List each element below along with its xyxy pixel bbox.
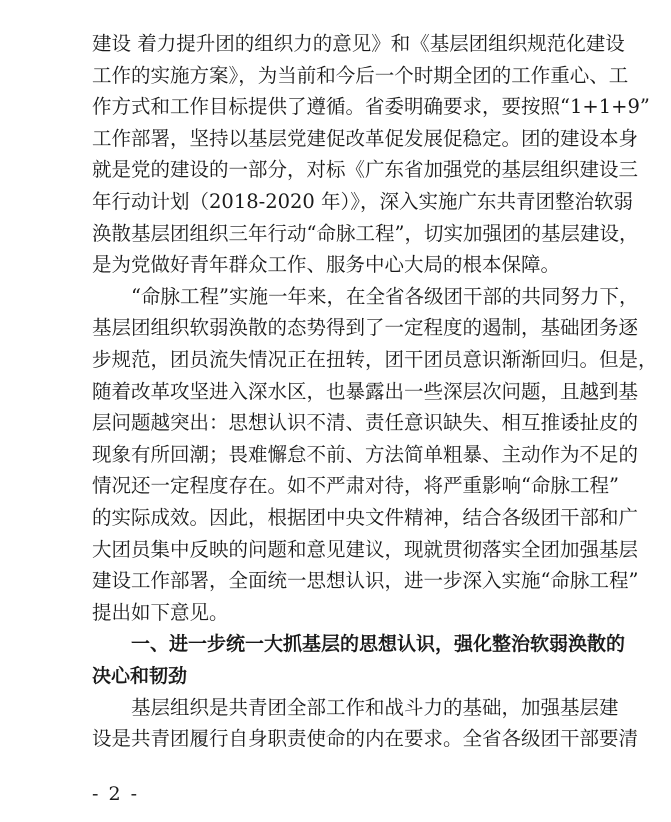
text-line: 就是党的建设的一部分，对标《广东省加强党的基层组织建设三 [92, 158, 639, 182]
text-line: 是为党做好青年群众工作、服务中心大局的根本保障。 [92, 253, 561, 277]
text-line: 作方式和工作目标提供了遵循。省委明确要求，要按照“1+1+9” [92, 95, 650, 119]
text-line: 工作部署，坚持以基层党建促改革促发展促稳定。团的建设本身 [92, 126, 639, 150]
text-line: 随着改革攻坚进入深水区，也暴露出一些深层次问题，且越到基 [92, 379, 639, 403]
section-heading-continued: 决心和韧劲 [92, 665, 188, 687]
page-number: - 2 - [92, 783, 140, 805]
text-line: 涣散基层团组织三年行动“命脉工程”，切实加强团的基层建设， [92, 221, 639, 245]
section-heading: 一、进一步统一大抓基层的思想认识，强化整治软弱涣散的 [131, 633, 626, 656]
text-line: 年行动计划（2018-2020 年）》，深入实施广东共青团整治软弱 [92, 190, 634, 213]
paragraph-first-line: “命脉工程”实施一年来，在全省各级团干部的共同努力下， [131, 284, 639, 308]
text-line: 工作的实施方案》，为当前和今后一个时期全团的工作重心、工 [92, 63, 629, 87]
text-line: 步规范，团员流失情况正在扭转，团干团员意识渐渐回归。但是， [92, 348, 658, 371]
text-line: 的实际成效。因此，根据团中央文件精神，结合各级团干部和广 [92, 506, 639, 529]
text-line: 建设工作部署，全面统一思想认识，进一步深入实施“命脉工程” [92, 569, 639, 593]
text-line: 基层团组织软弱涣散的态势得到了一定程度的遏制，基础团务逐 [92, 316, 639, 340]
text-line: 情况还一定程度存在。如不严肃对待，将严重影响“命脉工程” [92, 474, 619, 498]
text-line: 层问题越突出：思想认识不清、责任意识缺失、相互推诿扯皮的 [92, 411, 639, 435]
text-line: 提出如下意见。 [92, 600, 229, 624]
text-line: 建设 着力提升团的组织力的意见》和《基层团组织规范化建设 [92, 32, 625, 55]
paragraph-first-line: 基层组织是共青团全部工作和战斗力的基础，加强基层建 [131, 695, 619, 719]
text-line: 现象有所回潮；畏难懈怠不前、方法简单粗暴、主动作为不足的 [92, 442, 639, 466]
text-line: 设是共青团履行自身职责使命的内在要求。全省各级团干部要清 [92, 727, 639, 751]
text-line: 大团员集中反映的问题和意见建议，现就贯彻落实全团加强基层 [92, 537, 639, 561]
